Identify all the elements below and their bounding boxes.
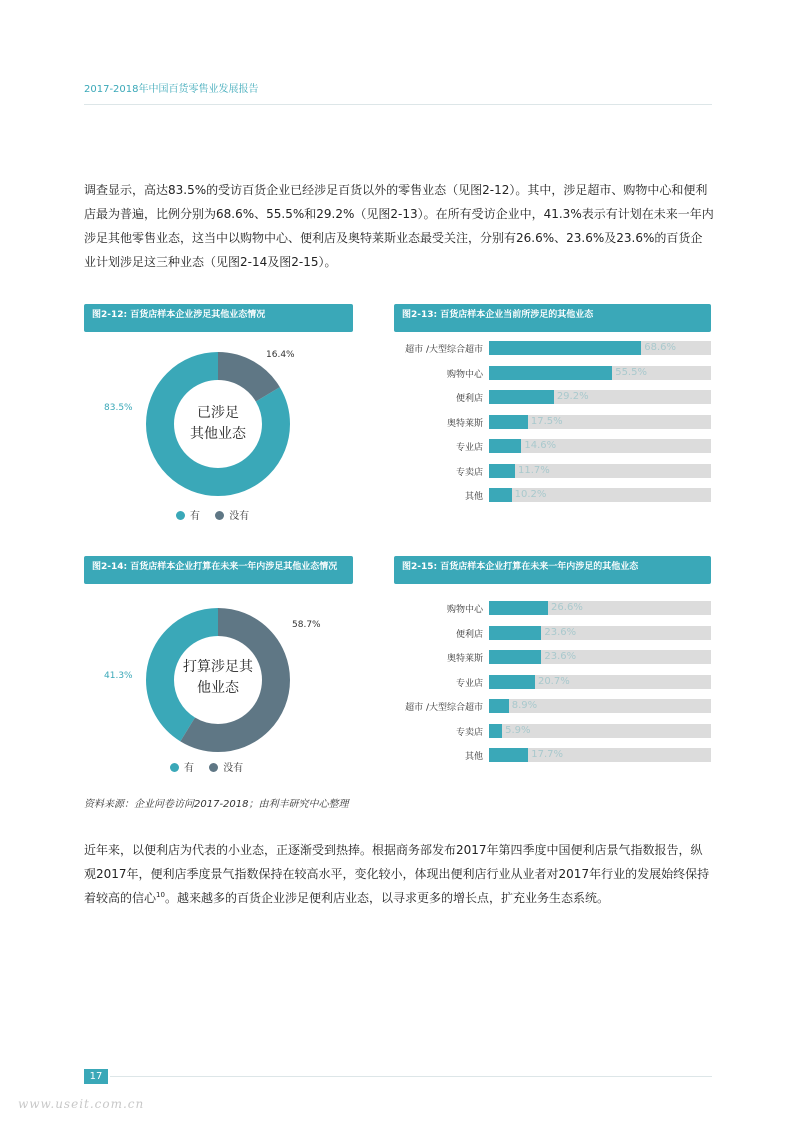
- chart-2-13-value-label: 14.6%: [524, 440, 557, 451]
- chart-2-15-value-label: 20.7%: [537, 675, 570, 687]
- legend-label-no: 没有: [229, 511, 250, 522]
- intro-paragraph: 调查显示，高达83.5%的受访百货企业已经涉足百货以外的零售业态（见图2-12）。其中，涉足超市、购物中心和便利店最为普遍，比例分别为68.6%、55.5%和29.2%（见图2-13）。在所有受访企业中，41.3%表示有计划在未来一年内涉足其他零售业态，这当中以购物中心、便利店及奥特莱斯业态最受关注，分别有26.6%、23.6%及23.6%的百货企业计划涉足这三种业态（见图2-14及图2-15）。: [84, 183, 714, 269]
- chart-2-15-bar: [489, 626, 541, 640]
- chart-2-14-center-line-2: 他业态: [197, 680, 239, 696]
- chart-2-13-category-label: 便利店: [455, 394, 483, 404]
- chart-2-13-category-label: 专业店: [455, 443, 483, 453]
- chart-2-14-label-no: 58.7%: [292, 620, 321, 630]
- footnote-ref[interactable]: 10: [156, 891, 165, 899]
- chart-2-14-center-line-1: 打算涉足其: [183, 659, 253, 675]
- chart-2-13-category-label: 其他: [464, 492, 483, 502]
- chart-2-13-value-label: 17.5%: [530, 415, 563, 427]
- chart-2-15-category-label: 专业店: [455, 678, 483, 689]
- chart-2-12-center-line-1: 已涉足: [197, 405, 239, 421]
- paragraph-text-b: 。越来越多的百货企业涉足便利店业态，以寻求更多的增长点，扩充业务生态系统。: [164, 891, 609, 905]
- chart-2-12-label-no: 16.4%: [266, 350, 295, 360]
- chart-2-14-label-yes: 41.3%: [104, 671, 133, 681]
- paragraph-text-a: 近年来，以便利店为代表的小业态，正逐渐受到热捧。根据商务部发布2017年第四季度中国便利店景气指数报告，纵观2017年，便利店季度景气指数保持在较高水平，变化较小，体现出便利店行业从业者对2017年行业的发展始终保持着较高的信心: [84, 843, 710, 905]
- chart-2-13-category-label: 奥特莱斯: [446, 418, 483, 429]
- chart-2-13-value-label: 55.5%: [615, 366, 647, 378]
- chart-2-13-value-label: 29.2%: [556, 391, 589, 402]
- chart-2-15-bar: [489, 650, 541, 664]
- chart-2-13-category-label: 超市 /大型综合超市: [405, 345, 483, 355]
- watermark: www.useit.com.cn: [18, 1097, 145, 1111]
- chart-2-13-bar-track: [489, 366, 711, 380]
- chart-2-13-bar: [489, 366, 612, 380]
- chart-2-15-bar-track: [489, 626, 711, 640]
- chart-2-12-title: 图2-12: 百货店样本企业涉足其他业态情况: [84, 304, 353, 332]
- chart-2-13-value-label: 11.7%: [517, 464, 550, 476]
- chart-2-13-bar: [489, 390, 554, 404]
- chart-2-12-center-line-2: 其他业态: [190, 426, 246, 442]
- legend-label-yes: 有: [184, 763, 194, 774]
- legend-swatch-yes: [170, 763, 179, 772]
- chart-2-15-category-label: 其他: [464, 752, 483, 762]
- chart-2-13-bar: [489, 439, 521, 453]
- report-title: 2017-2018年中国百货零售业发展报告: [84, 84, 259, 95]
- header-divider: [84, 104, 712, 105]
- source-note: 资料来源：企业问卷访问2017-2018；由利丰研究中心整理: [84, 799, 349, 810]
- chart-2-15-bar: [489, 699, 509, 713]
- chart-2-15-category-label: 购物中心: [446, 605, 483, 615]
- chart-2-14-donut: [128, 590, 308, 770]
- chart-2-12-label-yes: 83.5%: [104, 403, 133, 413]
- legend-swatch-no: [215, 511, 224, 520]
- chart-2-15-category-label: 奥特莱斯: [446, 654, 483, 664]
- chart-2-13-bar: [489, 488, 512, 502]
- chart-2-15-category-label: 便利店: [455, 629, 483, 640]
- chart-2-15-title: 图2-15: 百货店样本企业打算在未来一年内涉足的其他业态: [394, 556, 711, 584]
- chart-2-13-value-label: 68.6%: [644, 342, 677, 353]
- chart-2-15-value-label: 5.9%: [505, 724, 531, 736]
- chart-2-13-title: 图2-13: 百货店样本企业当前所涉足的其他业态: [394, 304, 711, 332]
- chart-2-14-legend: [170, 759, 255, 774]
- chart-2-13-category-label: 购物中心: [446, 369, 483, 380]
- chart-2-15-category-label: 超市 /大型综合超市: [405, 703, 483, 713]
- chart-2-13-bar: [489, 341, 641, 355]
- footer-divider: [110, 1076, 712, 1077]
- convenience-store-paragraph: [84, 838, 714, 910]
- chart-2-15-bar-track: [489, 601, 711, 615]
- chart-2-12-legend: [176, 507, 261, 522]
- chart-2-15-bar-track: [489, 699, 711, 713]
- chart-2-15-bar: [489, 748, 528, 762]
- chart-2-15-bar: [489, 675, 535, 689]
- chart-2-15-bar-track: [489, 724, 711, 738]
- chart-2-13-bar: [489, 464, 515, 478]
- chart-2-15-value-label: 26.6%: [551, 602, 583, 613]
- chart-2-13-bar-track: [489, 464, 711, 478]
- chart-2-13-bar: [489, 415, 528, 429]
- chart-2-15-value-label: 17.7%: [531, 749, 564, 760]
- chart-2-15-bar-track: [489, 675, 711, 689]
- chart-2-13-bar-track: [489, 439, 711, 453]
- chart-2-13-bar-track: [489, 415, 711, 429]
- chart-2-15-value-label: 23.6%: [544, 626, 577, 638]
- chart-2-15-category-label: 专卖店: [455, 727, 483, 738]
- chart-2-13-bar-track: [489, 390, 711, 404]
- page-number: 17: [84, 1069, 108, 1084]
- chart-2-15-bar-track: [489, 650, 711, 664]
- chart-2-15-bar: [489, 601, 548, 615]
- chart-2-13-value-label: 10.2%: [514, 489, 547, 500]
- chart-2-12-donut: [128, 334, 308, 514]
- legend-label-no: 没有: [223, 763, 244, 774]
- chart-2-13-category-label: 专卖店: [455, 467, 483, 478]
- chart-2-15-bar-track: [489, 748, 711, 762]
- chart-2-13-bar-track: [489, 488, 711, 502]
- chart-2-13-bar-track: [489, 341, 711, 355]
- legend-label-yes: 有: [190, 511, 200, 522]
- chart-2-15-bar: [489, 724, 502, 738]
- chart-2-15-value-label: 23.6%: [544, 651, 577, 662]
- legend-swatch-no: [209, 763, 218, 772]
- legend-swatch-yes: [176, 511, 185, 520]
- chart-2-15-value-label: 8.9%: [511, 700, 538, 711]
- chart-2-14-title: 图2-14: 百货店样本企业打算在未来一年内涉足其他业态情况: [84, 556, 353, 584]
